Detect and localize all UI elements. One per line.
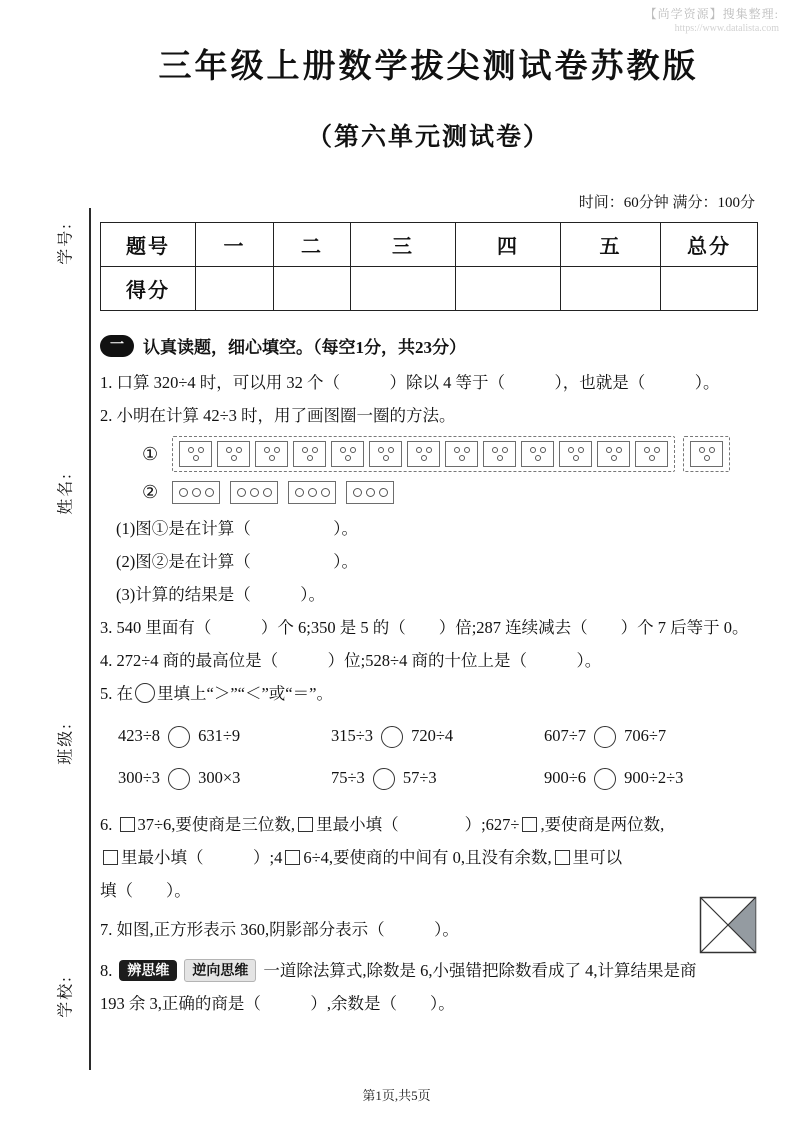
question-2-sub3: (3)计算的结果是（ ）。 — [116, 585, 325, 604]
figure-row2-boxes — [172, 481, 394, 504]
question-2-sub1: (1)图①是在计算（ ）。 — [116, 519, 358, 538]
comparison-left: 900÷6 — [544, 768, 587, 787]
question-6-text: 37÷6,要使商是三位数, — [137, 815, 296, 834]
question-2: 2. 小明在计算 42÷3 时，用了画图圈一圈的方法。 — [100, 406, 456, 425]
dot-group-box — [293, 441, 326, 467]
comparison-right: 720÷4 — [411, 726, 454, 745]
question-2-sub2: (2)图②是在计算（ ）。 — [116, 552, 358, 571]
section-one-header — [100, 333, 757, 358]
question-6-line1 — [100, 808, 757, 841]
dot-group-box — [331, 441, 364, 467]
blank-circle-icon — [381, 726, 403, 748]
comparison-right: 57÷3 — [402, 768, 437, 787]
question-5 — [100, 677, 757, 710]
question-8-line2: 193 余 3,正确的商是（ ）,余数是（ ）。 — [100, 994, 455, 1013]
score-cell-total — [661, 267, 758, 311]
blank-square-icon — [120, 817, 135, 832]
blank-circle-icon — [168, 726, 190, 748]
question-1: 1. 口算 320÷4 时，可以用 32 个（ ）除以 4 等于（ ），也就是（ ）。 — [100, 373, 720, 392]
comparison-right: 706÷7 — [624, 726, 667, 745]
comparison-row-2 — [118, 761, 757, 794]
figure-row1-inside — [172, 436, 675, 472]
blank-circle-icon — [373, 768, 395, 790]
comparison-item — [331, 719, 544, 752]
question-6-text: 里可以 — [572, 848, 623, 867]
question-6-text: 6÷4,要使商的中间有 0,且没有余数, — [303, 848, 552, 867]
comparison-left: 315÷3 — [331, 726, 374, 745]
circle-group-box — [230, 481, 278, 504]
dot-group-box — [369, 441, 402, 467]
dot-group-box — [255, 441, 288, 467]
question-6-line2 — [100, 841, 757, 874]
dot-group-box — [690, 441, 723, 467]
column-header-5: 五 — [561, 223, 661, 267]
paper-content — [100, 0, 757, 1020]
blank-square-icon — [103, 850, 118, 865]
comparison-right: 900÷2÷3 — [624, 768, 684, 787]
section-title: 认真读题，细心填空。（每空1分，共23分） — [143, 338, 466, 357]
score-cell-3 — [351, 267, 456, 311]
comparison-item — [544, 761, 757, 794]
question-2-figure — [142, 436, 757, 504]
dot-group-box — [483, 441, 516, 467]
comparison-left: 300÷3 — [118, 768, 161, 787]
dot-group-box — [445, 441, 478, 467]
column-header-2: 二 — [274, 223, 351, 267]
question-6-text: 里最小填（ ）;4 — [121, 848, 283, 867]
question-4: 4. 272÷4 商的最高位是（ ）位;528÷4 商的十位上是（ ）。 — [100, 651, 602, 670]
score-table-header-row — [101, 223, 758, 267]
dot-group-box — [597, 441, 630, 467]
question-8-number: 8. — [100, 961, 113, 980]
question-6-text: 里最小填（ ）;627÷ — [316, 815, 520, 834]
score-table-score-row — [101, 267, 758, 311]
figure-row2-label: ② — [142, 482, 159, 502]
figure-row-1 — [142, 436, 757, 472]
dot-group-box — [217, 441, 250, 467]
figure-row1-outside — [683, 436, 730, 472]
question-6-number: 6. — [100, 815, 113, 834]
blank-circle-icon — [135, 683, 155, 703]
section-number-badge: 一 — [100, 335, 134, 357]
question-5-prefix: 5. 在 — [100, 684, 133, 703]
column-header-4: 四 — [456, 223, 561, 267]
time-score-meta: 时间：60分钟 满分：100分 — [578, 195, 755, 211]
question-8-line1 — [100, 954, 757, 987]
blank-square-icon — [285, 850, 300, 865]
dot-group-box — [179, 441, 212, 467]
question-7-text: 7. 如图,正方形表示 360,阴影部分表示（ ）。 — [100, 920, 459, 939]
comparison-left: 423÷8 — [118, 726, 161, 745]
score-cell-1 — [196, 267, 274, 311]
watermark-line1: 【尚学资源】搜集整理: — [644, 7, 779, 21]
figure-row1-label: ① — [142, 443, 159, 464]
question-5-suffix: 里填上“＞”“＜”或“＝”。 — [157, 684, 333, 703]
student-id-label: 学号: — [57, 222, 75, 265]
comparison-left: 607÷7 — [544, 726, 587, 745]
score-cell-5 — [561, 267, 661, 311]
column-header-total: 总分 — [661, 223, 758, 267]
watermark-line2: https://www.datalista.com — [674, 23, 779, 35]
comparison-right: 300×3 — [198, 768, 241, 787]
question-3: 3. 540 里面有（ ）个 6;350 是 5 的（ ）倍;287 连续减去（ ）个 7 后等于 0。 — [100, 618, 749, 637]
blank-square-icon — [555, 850, 570, 865]
score-table — [100, 222, 758, 311]
score-row-header: 得分 — [101, 267, 196, 311]
column-header-3: 三 — [351, 223, 456, 267]
score-cell-4 — [456, 267, 561, 311]
question-6-text: ,要使商是两位数, — [540, 815, 665, 834]
page-subtitle: （第六单元测试卷） — [306, 124, 550, 151]
blank-circle-icon — [168, 768, 190, 790]
comparison-right: 631÷9 — [198, 726, 241, 745]
blank-square-icon — [522, 817, 537, 832]
question-6-line3: 填（ ）。 — [100, 881, 191, 900]
dot-group-box — [559, 441, 592, 467]
question-7 — [100, 913, 757, 946]
dot-group-box — [635, 441, 668, 467]
student-name-label: 姓名: — [57, 472, 75, 515]
blank-square-icon — [298, 817, 313, 832]
class-label: 班级: — [57, 722, 75, 765]
blank-circle-icon — [594, 726, 616, 748]
reverse-thinking-badge: 逆向思维 — [184, 959, 256, 982]
dot-group-box — [521, 441, 554, 467]
dot-group-box — [407, 441, 440, 467]
circle-group-box — [288, 481, 336, 504]
comparison-item — [544, 719, 757, 752]
comparison-row-1 — [118, 719, 757, 752]
shaded-square-figure — [699, 896, 757, 954]
thinking-badge: 辨思维 — [119, 960, 177, 981]
comparison-item — [331, 761, 544, 794]
column-header-1: 一 — [196, 223, 274, 267]
blank-circle-icon — [594, 768, 616, 790]
comparison-left: 75÷3 — [331, 768, 365, 787]
score-cell-2 — [274, 267, 351, 311]
page-title: 三年级上册数学拔尖测试卷苏教版 — [158, 49, 699, 85]
page-footer: 第1页,共5页 — [362, 1088, 431, 1103]
question-8-text: 一道除法算式,除数是 6,小强错把除数看成了 4,计算结果是商 — [263, 961, 697, 980]
figure-row-2 — [142, 481, 757, 504]
comparison-item — [118, 761, 331, 794]
school-label: 学校: — [57, 975, 75, 1018]
comparison-item — [118, 719, 331, 752]
question-number-header: 题号 — [101, 223, 196, 267]
circle-group-box — [346, 481, 394, 504]
circle-group-box — [172, 481, 220, 504]
seal-line — [89, 208, 91, 1070]
